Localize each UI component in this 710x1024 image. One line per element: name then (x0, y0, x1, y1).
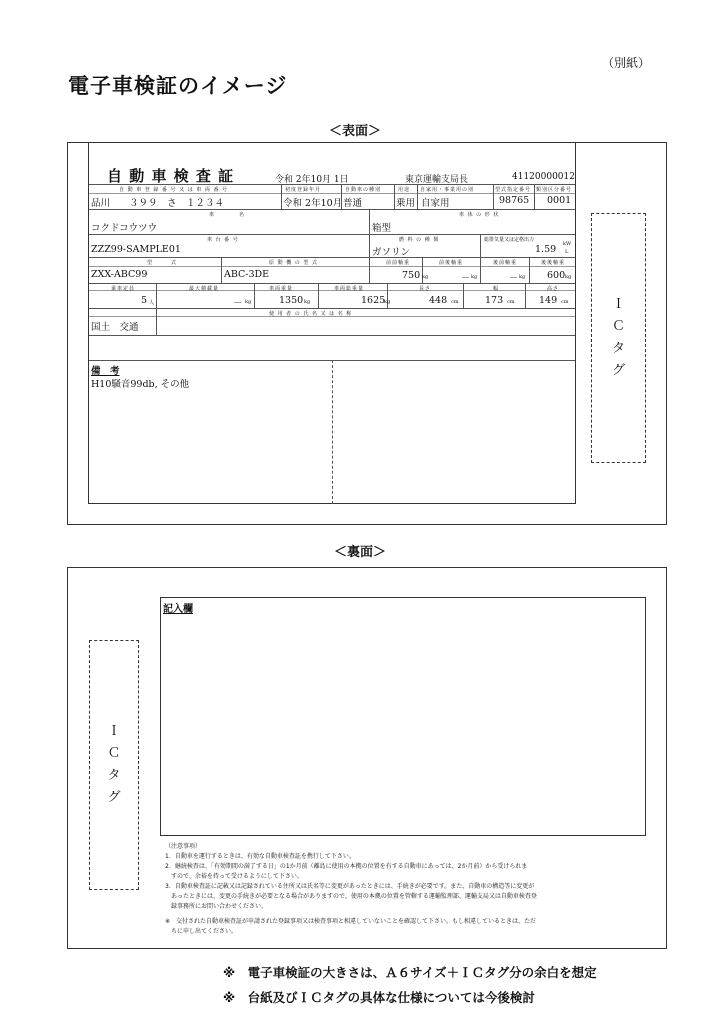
displacement: 1.59 (535, 244, 557, 255)
certificate-number: 41120000012 (512, 172, 575, 182)
model: ZXX-ABC99 (91, 269, 148, 280)
vehicle-use: 乗用 (396, 198, 416, 209)
ic-tag-char: Ｃ (611, 319, 625, 334)
back-ic-tag-area (89, 640, 139, 890)
note-line: すので、余裕を持って受けるようにして下さい。 (165, 873, 303, 880)
unit-persons: 人 (149, 300, 155, 306)
unit-cm: cm (507, 299, 515, 305)
user-name: 国土 交通 (91, 322, 139, 333)
label-max-load: 最大積載量 (189, 286, 220, 292)
vehicle-kind: 普通 (343, 198, 363, 209)
vehicle-height: 149 (539, 295, 558, 306)
label-rear-rear-axle: 後後軸重 (541, 260, 566, 266)
body-shape: 箱型 (372, 223, 392, 234)
max-load: － (233, 298, 243, 309)
label-displacement: 総排気量又は定格出力 (484, 237, 535, 243)
ic-tag-char: グ (107, 790, 121, 805)
unit-cm: cm (451, 299, 459, 305)
ic-tag-char: タ (611, 341, 625, 356)
type-number: 98765 (499, 195, 530, 206)
note-line: 録事務所にお問い合わせください。 (165, 903, 268, 910)
label-width: 幅 (493, 286, 500, 292)
label-capacity: 乗車定員 (111, 286, 136, 292)
gross-weight: 1625 (361, 295, 386, 306)
label-vehicle-name: 車 名 (209, 212, 246, 218)
remarks-label: 備 考 (91, 366, 120, 377)
fuel-type: ガソリン (372, 247, 411, 258)
label-engine-model: 原 動 機 の 型 式 (269, 260, 318, 266)
label-type-number: 型式指定番号 (495, 187, 532, 193)
label-vehicle-kind: 自動車の種別 (345, 187, 382, 193)
label-chassis-number: 車 台 番 号 (207, 237, 239, 243)
back-section-label: ＜裏面＞ (333, 545, 386, 560)
label-length: 長さ (419, 286, 432, 292)
private-business: 自家用 (421, 198, 450, 209)
unit-kg: kg (422, 274, 429, 280)
label-front-rear-axle: 前後軸重 (439, 260, 464, 266)
engine-model: ABC-3DE (224, 269, 270, 280)
unit-kg: kg (304, 299, 311, 305)
label-use: 用途 (398, 187, 411, 193)
note-line: 3．自動車検査証に記載又は記録されている住所又は氏名等に変更があったときには、手続きが必要です。また、自動車の構造等に変更が (165, 883, 535, 890)
note-line: あったときには、変更の手続きが必要となる場合がありますので、使用の本拠の位置を管轄する運輸監理部、運輸支局又は自動車検査登 (165, 893, 537, 900)
issue-date: 令和 2年10月 1日 (275, 175, 349, 185)
unit-kg: kg (565, 274, 572, 280)
page-title: 電子車検証のイメージ (68, 74, 288, 98)
vehicle-name: コクドコウツウ (91, 223, 158, 234)
registration-number: 品川 ３９９ さ １２３４ (91, 198, 225, 209)
displacement-unit-kw: kW (563, 241, 572, 247)
rear-rear-axle: 600 (547, 270, 566, 281)
vehicle-weight: 1350 (279, 295, 304, 306)
label-rear-front-axle: 後前軸重 (493, 260, 518, 266)
unit-kg: kg (519, 274, 526, 280)
vehicle-inspection-certificate (88, 142, 576, 504)
label-body-shape: 車 体 の 形 状 (459, 212, 500, 218)
vehicle-width: 173 (485, 295, 504, 306)
label-model: 型 式 (147, 260, 178, 266)
footnote-line: ちに申し出てください。 (165, 928, 238, 935)
class-number: 0001 (547, 195, 572, 206)
bottom-note-1: ※ 電子車検証の大きさは、Ａ６サイズ＋ＩＣタグ分の余白を想定 (223, 965, 597, 980)
label-first-registration: 初度登録年月 (285, 187, 322, 193)
ic-tag-char: グ (611, 363, 625, 378)
unit-kg: kg (384, 299, 391, 305)
label-private-business: 自家用・事業用の別 (420, 187, 475, 193)
attachment-note: （別紙） (601, 56, 650, 70)
label-height: 高さ (547, 286, 560, 292)
vehicle-length: 448 (429, 295, 448, 306)
displacement-unit-l: L (565, 249, 569, 255)
bottom-note-2: ※ 台紙及びＩＣタグの具体な仕様については今後検討 (223, 990, 535, 1005)
unit-cm: cm (561, 299, 569, 305)
ic-tag-char: Ｃ (107, 746, 121, 761)
notes-heading: （注意事項） (165, 843, 202, 850)
label-vehicle-weight: 車両重量 (269, 286, 294, 292)
footnote-line: ※ 交付された自動車検査証が申請された登録事項又は検査事項と相違していないことを確認して下さい。もし相違しているときは、ただ (165, 918, 537, 925)
unit-kg: kg (245, 299, 252, 305)
front-section-label: ＜表面＞ (328, 124, 381, 139)
chassis-number: ZZZ99-SAMPLE01 (91, 244, 181, 255)
label-registration-number: 自 動 車 登 録 番 号 又 は 車 両 番 号 (119, 187, 229, 193)
label-fuel-type: 燃 料 の 種 類 (399, 237, 440, 243)
entry-label: 記入欄 (163, 604, 193, 615)
front-front-axle: 750 (402, 270, 421, 281)
label-user-name: 使 用 者 の 氏 名 又 は 名 称 (269, 311, 353, 317)
note-line: 1．自動車を運行するときは、有効な自動車検査証を携行して下さい。 (165, 853, 355, 860)
first-registration: 令和 2年10月 (283, 198, 343, 209)
label-gross-weight: 車両総重量 (334, 286, 365, 292)
front-rear-axle: － (461, 273, 471, 284)
certificate-heading: 自 動 車 検 査 証 (107, 167, 235, 185)
unit-kg: kg (471, 274, 478, 280)
remarks-value: H10騒音99db, その他 (91, 379, 190, 390)
rear-front-axle: － (509, 273, 519, 284)
entry-box (160, 597, 646, 836)
label-class-number: 類別区分番号 (536, 187, 573, 193)
issuer: 東京運輸支局長 (405, 175, 469, 185)
ic-tag-char: タ (107, 768, 121, 783)
notes-block (165, 842, 645, 937)
label-front-front-axle: 前前軸重 (386, 260, 411, 266)
ic-tag-char: Ｉ (611, 297, 625, 312)
note-line: 2．継続検査は、「有効期間の満了する日」の1か月前（離島に使用の本拠の位置を有する自動車にあっては、2か月前）から受けられま (165, 863, 528, 870)
front-ic-tag-area (591, 213, 646, 463)
ic-tag-char: Ｉ (107, 724, 121, 739)
capacity: 5 (141, 295, 148, 306)
